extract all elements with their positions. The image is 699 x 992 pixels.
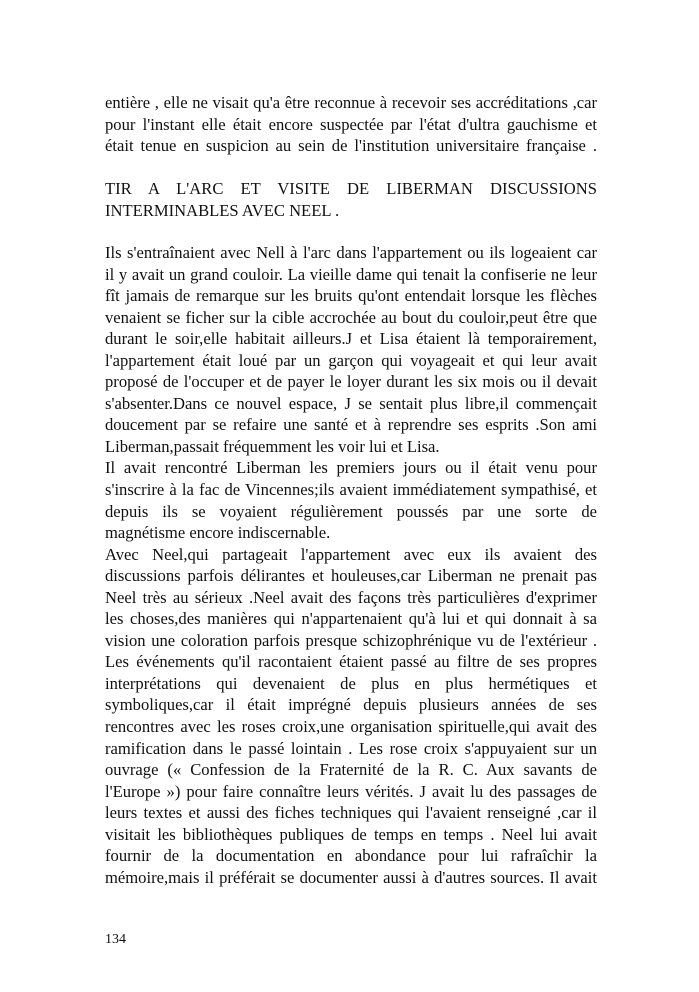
heading-line: TIR A L'ARC ET VISITE DE LIBERMAN DISCUSSIONS	[105, 179, 597, 198]
text-line: ramification dans le passé lointain . Les rose croix s'appuyaient sur un	[105, 738, 597, 758]
text-line: les choses,des manières qui n'appartenaient qu'à lui et qui donnait à sa	[105, 609, 597, 629]
intro-paragraph	[105, 92, 597, 157]
text-line: fît jamais de remarque sur les bruits qu'ont entendait lorsque les flèches	[105, 286, 597, 306]
text-line: vision une coloration parfois presque schizophrénique vu de l'extérieur .	[105, 630, 597, 650]
text-line: s'inscrire à la fac de Vincennes;ils avaient immédiatement sympathisé, et	[105, 480, 597, 500]
body-text	[105, 242, 597, 888]
text-line: depuis ils se voyaient régulièrement poussés par une sorte de	[105, 501, 597, 521]
text-line: pour l'instant elle était encore suspectée par l'état d'ultra gauchisme et	[105, 114, 597, 134]
page-number: 134	[105, 932, 126, 947]
text-line: Les événements qu'il racontaient étaient passé au filtre de ses propres	[105, 652, 597, 672]
text-line: mémoire,mais il préférait se documenter aussi à d'autres sources. Il avait	[105, 867, 597, 887]
text-line: était tenue en suspicion au sein de l'institution universitaire française .	[105, 136, 597, 156]
text-line: Avec Neel,qui partageait l'appartement avec eux ils avaient des	[105, 544, 597, 564]
text-line: venaient se ficher sur la cible accrochée au bout du couloir,peut être que	[105, 307, 597, 327]
text-line: Ils s'entraînaient avec Nell à l'arc dans l'appartement ou ils logeaient car	[105, 243, 597, 262]
text-line: magnétisme encore indiscernable.	[105, 523, 331, 543]
text-line: il y avait un grand couloir. La vieille dame qui tenait la confiserie ne leur	[105, 264, 597, 284]
section-heading	[105, 178, 597, 221]
heading-line: INTERMINABLES AVEC NEEL .	[105, 200, 340, 220]
text-line: entière , elle ne visait qu'a être reconnue à recevoir ses accréditations ,car	[105, 93, 597, 112]
text-line: ouvrage (« Confession de la Fraternité de la R. C. Aux savants de	[105, 760, 597, 780]
text-line: discussions parfois délirantes et houleuses,car Liberman ne prenait pas	[105, 566, 597, 586]
text-line: Liberman,passait fréquemment les voir lui et Lisa.	[105, 436, 440, 456]
text-line: l'Europe ») pour faire connaître leurs vérités. J avait lu des passages de	[105, 781, 597, 801]
text-line: symboliques,car il était imprégné depuis plusieurs années de ses	[105, 695, 597, 715]
text-line: rencontres avec les roses croix,une organisation spirituelle,qui avait des	[105, 717, 597, 737]
text-line: durant le soir,elle habitait ailleurs.J et Lisa étaient là temporairement,	[105, 329, 597, 349]
text-line: leurs textes et aussi des fiches techniques qui l'avaient renseigné ,car il	[105, 803, 597, 823]
text-line: Il avait rencontré Liberman les premiers jours ou il était venu pour	[105, 458, 597, 478]
text-line: doucement par se refaire une santé et à reprendre ses esprits .Son ami	[105, 415, 597, 435]
text-line: interprétations qui devenaient de plus en plus hermétiques et	[105, 673, 597, 693]
text-line: s'absenter.Dans ce nouvel espace, J se sentait plus libre,il commençait	[105, 393, 597, 413]
text-line: Neel très au sérieux .Neel avait des façons très particulières d'exprimer	[105, 587, 597, 607]
text-line: fournir de la documentation en abondance pour lui rafraîchir la	[105, 846, 597, 866]
text-line: visitait les bibliothèques publiques de temps en temps . Neel lui avait	[105, 824, 597, 844]
text-line: l'appartement était loué par un garçon qui voyageait et qui leur avait	[105, 350, 597, 370]
text-line: proposé de l'occuper et de payer le loyer durant les six mois ou il devait	[105, 372, 597, 392]
